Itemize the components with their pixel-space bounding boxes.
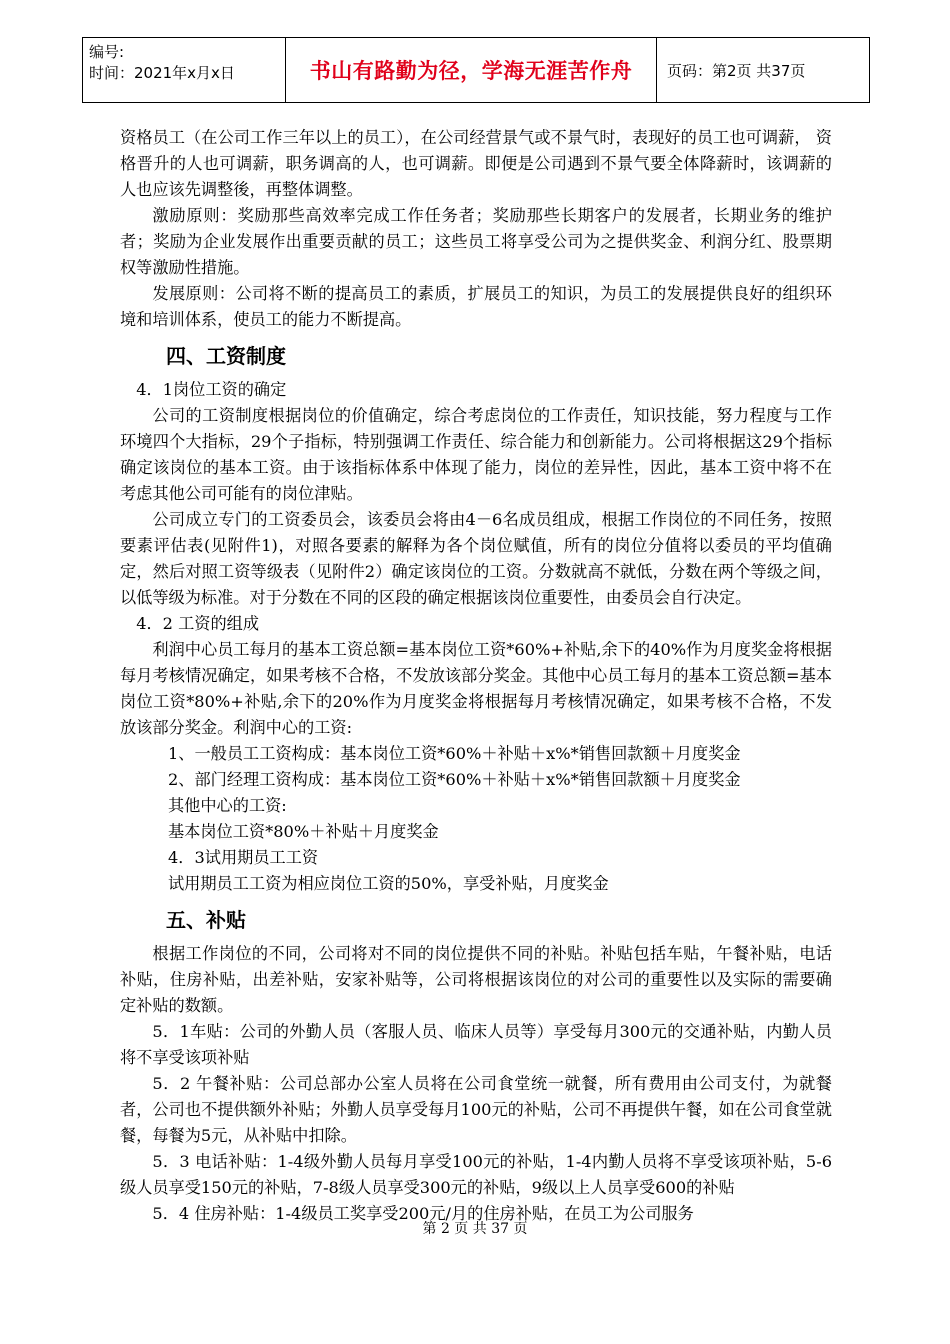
paragraph: 发展原则：公司将不断的提高员工的素质，扩展员工的知识，为员工的发展提供良好的组织环境和培训体系，使员工的能力不断提高。 xyxy=(120,284,832,329)
paragraph: 5．2 午餐补贴：公司总部办公室人员将在公司食堂统一就餐，所有费用由公司支付，为就餐者，公司也不提供额外补贴；外勤人员享受每月100元的补贴，公司不再提供午餐，如在公司食堂就餐，每餐为5元，从补贴中扣除。 xyxy=(120,1074,832,1145)
header-page-info: 页码：第2页 共37页 xyxy=(667,61,806,80)
header-motto: 书山有路勤为径，学海无涯苦作舟 xyxy=(286,38,657,102)
paragraph: 激励原则：奖励那些高效率完成工作任务者；奖励那些长期客户的发展者，长期业务的维护者；奖励为企业发展作出重要贡献的员工；这些员工将享受公司为之提供奖金、利润分红、股票期权等激励性措施。 xyxy=(120,206,832,277)
list-item: 1、一般员工工资构成：基本岗位工资*60%＋补贴＋x%*销售回款额＋月度奖金 xyxy=(168,744,741,763)
header-meta xyxy=(83,38,286,102)
page-header xyxy=(82,37,870,103)
list-item: 2、部门经理工资构成：基本岗位工资*60%＋补贴＋x%*销售回款额＋月度奖金 xyxy=(168,770,741,789)
page-footer: 第 2 页 共 37 页 xyxy=(422,1221,528,1237)
list-item: 其他中心的工资: xyxy=(168,796,287,815)
paragraph: 资格员工（在公司工作三年以上的员工），在公司经营景气或不景气时，表现好的员工也可调薪， 资格晋升的人也可调薪，职务调高的人，也可调薪。即便是公司遇到不景气要全体降薪时，该调薪的人也应该先调整後，再整体调整。 xyxy=(120,128,832,199)
section-heading-subsidies: 五、补贴 xyxy=(166,908,246,932)
paragraph: 利润中心员工每月的基本工资总额=基本岗位工资*60%+补贴,余下的40%作为月度奖金将根据每月考核情况确定，如果考核不合格，不发放该部分奖金。其他中心员工每月的基本工资总额=基本岗位工资*80%+补贴,余下的20%作为月度奖金将根据每月考核情况确定，如果考核不合格，不发放该部分奖金。利润中心的工资: xyxy=(120,640,832,737)
paragraph: 公司的工资制度根据岗位的价值确定，综合考虑岗位的工作责任，知识技能，努力程度与工作环境四个大指标，29个子指标，特别强调工作责任、综合能力和创新能力。公司将根据这29个指标确定该岗位的基本工资。由于该指标体系中体现了能力，岗位的差异性，因此，基本工资中将不在考虑其他公司可能有的岗位津贴。 xyxy=(120,406,832,503)
subsection-heading: 4．3试用期员工工资 xyxy=(168,848,319,867)
document-number-label: 编号: xyxy=(89,43,125,61)
paragraph: 5．4 住房补贴：1-4级员工奖享受200元/月的住房补贴，在员工为公司服务 xyxy=(152,1204,694,1223)
paragraph: 5．3 电话补贴：1-4级外勤人员每月享受100元的补贴，1-4内勤人员将不享受该项补贴，5-6级人员享受150元的补贴，7-8级人员享受300元的补贴，9级以上人员享受600的补贴 xyxy=(120,1152,832,1197)
subsection-heading: 4．2 工资的组成 xyxy=(136,614,260,633)
paragraph: 公司成立专门的工资委员会，该委员会将由4－6名成员组成，根据工作岗位的不同任务，按照要素评估表(见附件1)，对照各要素的解释为各个岗位赋值，所有的岗位分值将以委员的平均值确定，然后对照工资等级表（见附件2）确定该岗位的工资。分数就高不就低，分数在两个等级之间，以低等级为标准。对于分数在不同的区段的确定根据该岗位重要性，由委员会自行决定。 xyxy=(120,510,832,607)
paragraph: 根据工作岗位的不同，公司将对不同的岗位提供不同的补贴。补贴包括车贴，午餐补贴，电话补贴，住房补贴，出差补贴，安家补贴等，公司将根据该岗位的对公司的重要性以及实际的需要确定补贴的数额。 xyxy=(120,944,832,1015)
subsection-heading: 4．1岗位工资的确定 xyxy=(136,380,287,399)
list-item: 基本岗位工资*80%＋补贴＋月度奖金 xyxy=(168,822,439,841)
document-date: 时间：2021年x月x日 xyxy=(89,64,235,82)
document-body xyxy=(120,125,832,1227)
list-item: 试用期员工工资为相应岗位工资的50%，享受补贴，月度奖金 xyxy=(168,874,609,893)
paragraph: 5．1车贴：公司的外勤人员（客服人员、临床人员等）享受每月300元的交通补贴，内勤人员将不享受该项补贴 xyxy=(120,1022,832,1067)
section-heading-wage-system: 四、工资制度 xyxy=(166,344,286,368)
